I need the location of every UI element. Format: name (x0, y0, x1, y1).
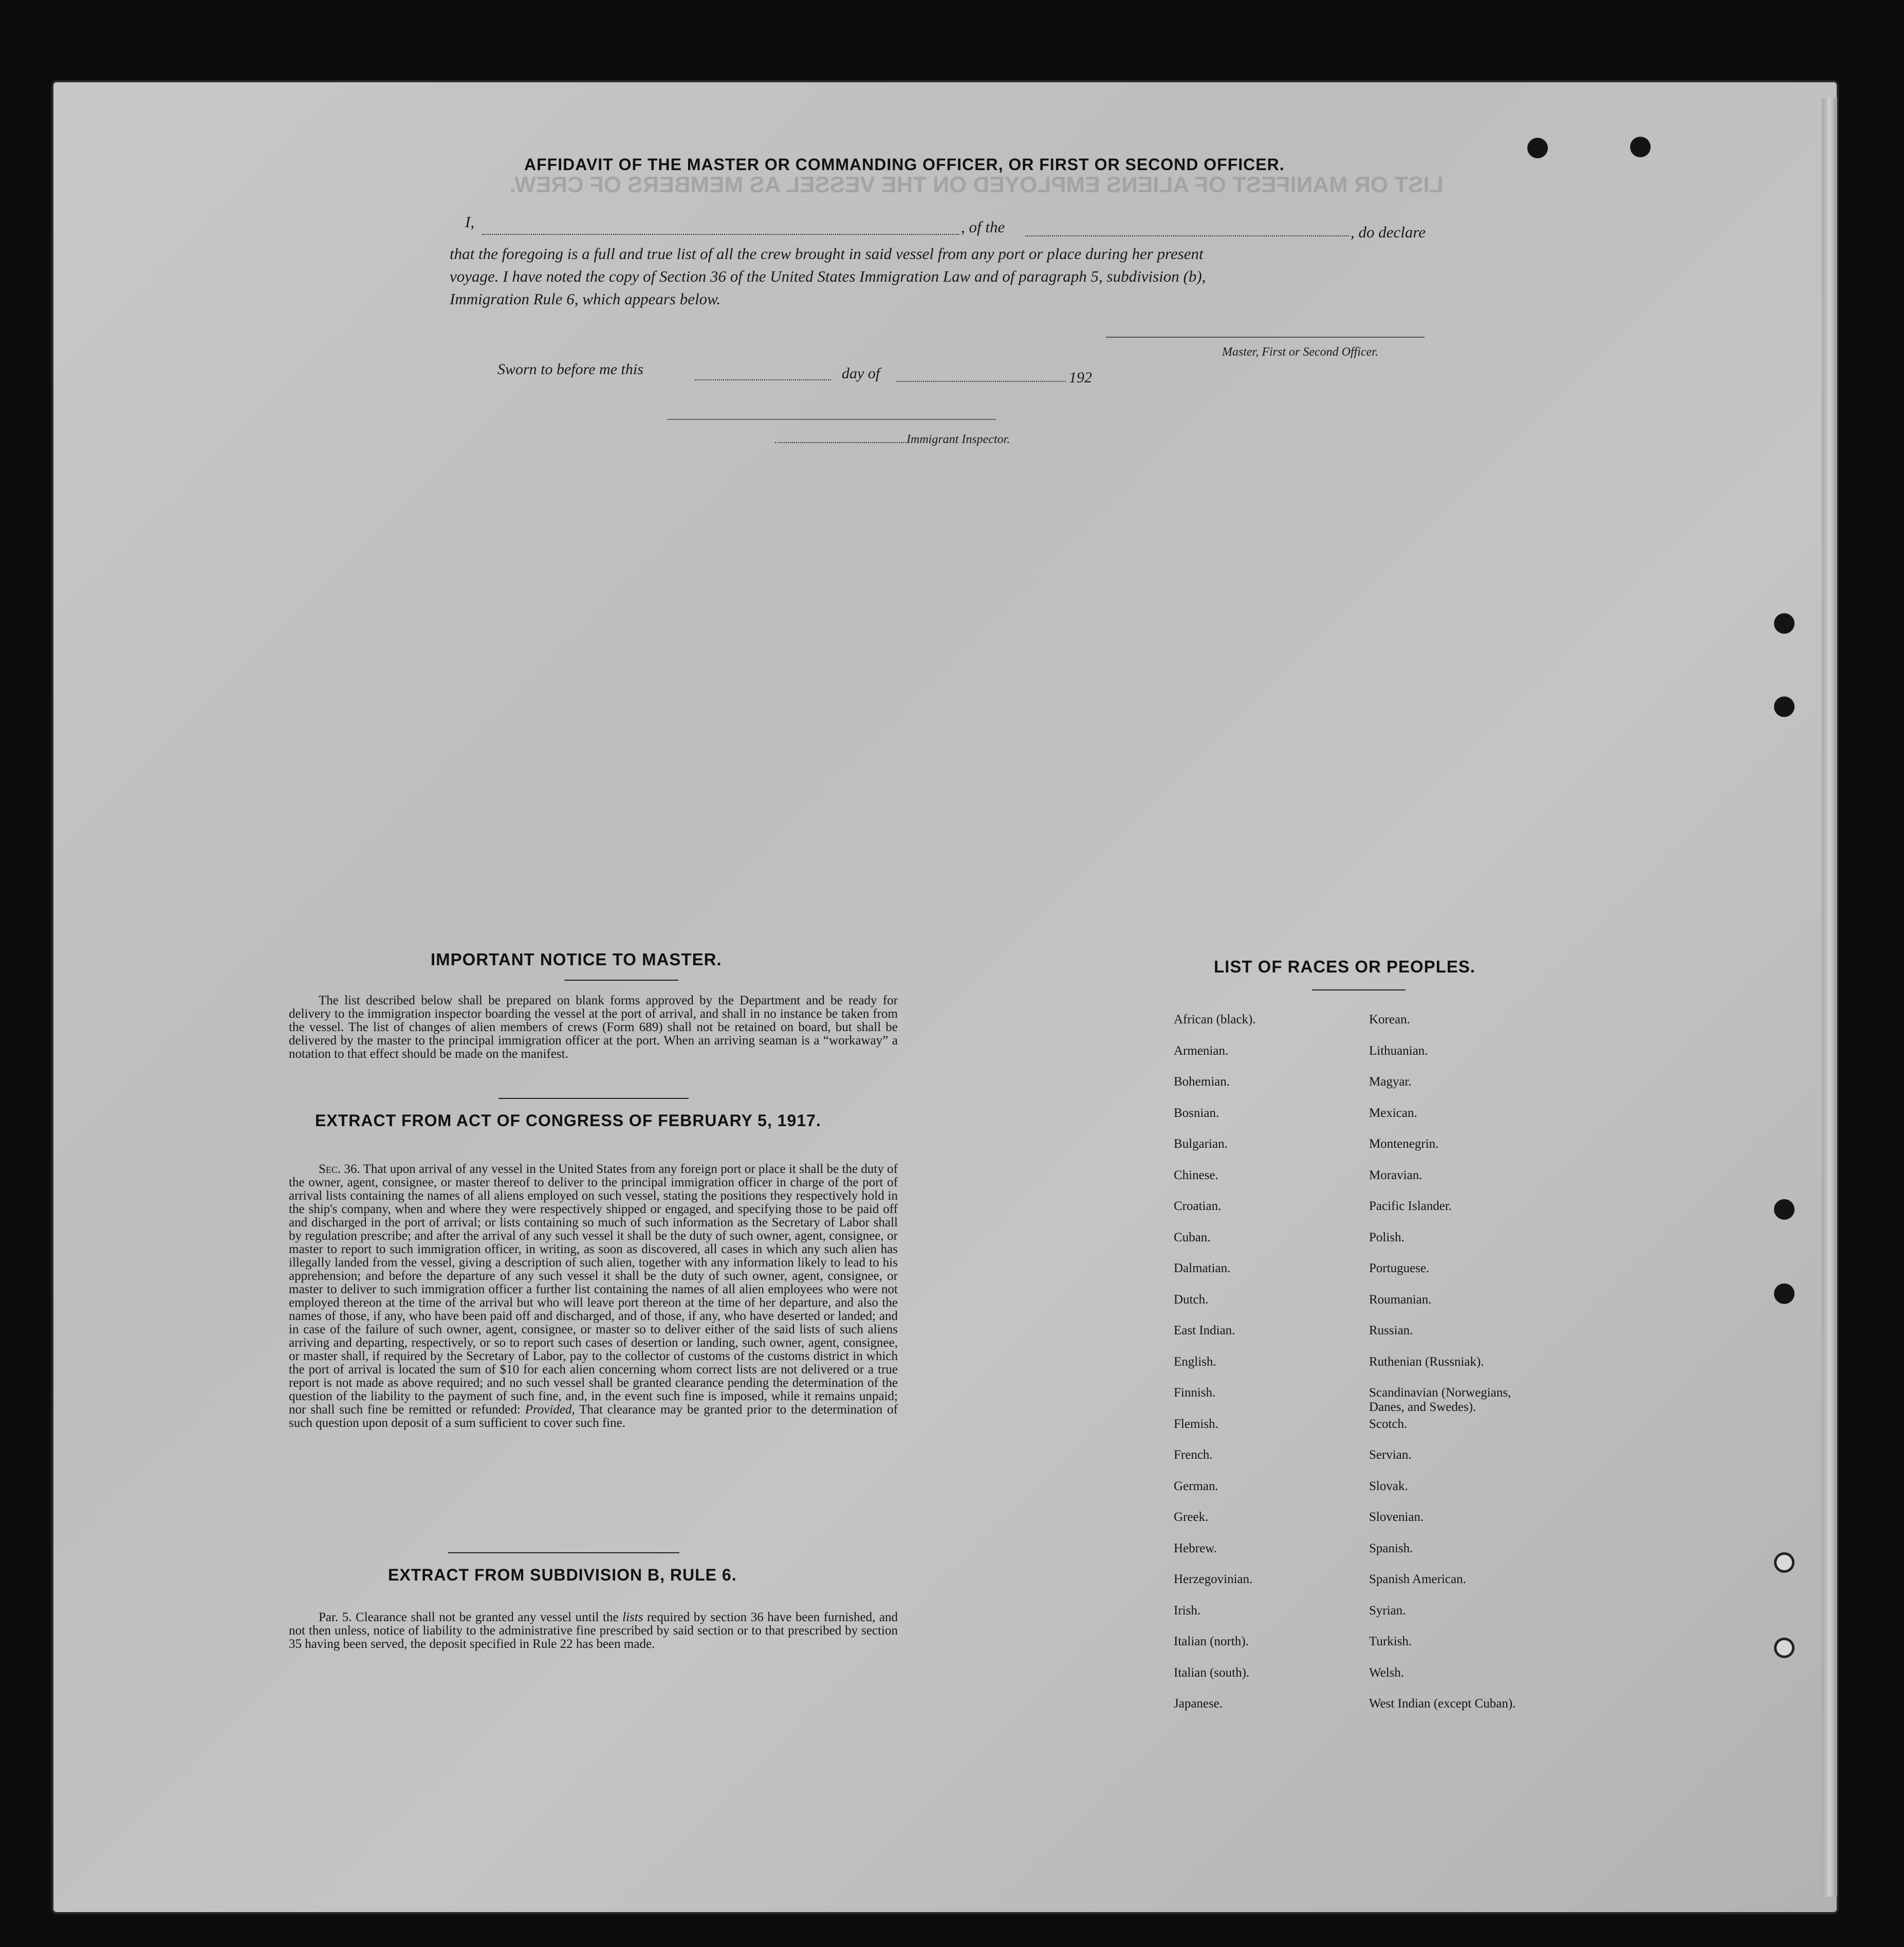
race-item: Cuban. (1174, 1230, 1211, 1244)
sworn-label: Sworn to before me this (497, 361, 643, 378)
sworn-month-blank (896, 381, 1066, 382)
race-item: Moravian. (1369, 1168, 1422, 1182)
race-item: West Indian (except Cuban). (1369, 1697, 1516, 1711)
race-item: Croatian. (1174, 1199, 1222, 1213)
race-item: Bohemian. (1174, 1075, 1230, 1089)
notice-divider (498, 1098, 689, 1099)
race-item: Roumanian. (1369, 1292, 1432, 1307)
notice-text: The list described below shall be prepared on blank forms approved by the Department and be ready for delivery to the immigration inspector boarding the vessel at the port of arrival, and shall in no instance be taken from the vessel. The list of changes of alien members of crews (Form 689) shall not be retained on board, but shall be delivered by the master to the principal immigration officer at the port. When an arriving seaman is a “workaway” a notation to that effect should be made on the manifest. (289, 994, 898, 1061)
race-item: Pacific Islander. (1369, 1199, 1452, 1213)
race-item: Irish. (1174, 1603, 1201, 1618)
inspector-blank (775, 442, 906, 443)
race-item: Polish. (1369, 1230, 1404, 1244)
declaration-line1-start: I, (465, 213, 475, 231)
race-item: French. (1174, 1448, 1213, 1462)
race-item: Russian. (1369, 1324, 1413, 1337)
race-item: Scotch. (1369, 1417, 1408, 1431)
races-title: LIST OF RACES OR PEOPLES. (1214, 957, 1476, 976)
race-item: Portuguese. (1369, 1261, 1430, 1275)
race-item: East Indian. (1174, 1324, 1235, 1337)
race-item: Servian. (1369, 1448, 1412, 1462)
race-item: Slovenian. (1369, 1510, 1424, 1524)
race-item: Turkish. (1369, 1634, 1412, 1648)
par-5-text-a: Clearance shall not be granted any vessel until the (356, 1610, 619, 1624)
act-extract-divider (448, 1552, 679, 1553)
race-item: Syrian. (1369, 1603, 1406, 1618)
race-item: Magyar. (1369, 1075, 1412, 1089)
race-item: Korean. (1369, 1013, 1410, 1026)
race-item: Italian (south). (1174, 1665, 1250, 1680)
race-item: Chinese. (1174, 1168, 1218, 1182)
par-5-text-b: required by section 36 have been furnished, and not then unless, notice of liability to the administrative fine prescribed by said section or to that prescribed by section 35 having been served, the deposit specified in Rule 22 has been made. (289, 1610, 898, 1651)
signature-label: Master, First or Second Officer. (1222, 345, 1378, 359)
race-item: Ruthenian (Russniak). (1369, 1354, 1484, 1369)
race-item: Italian (north). (1174, 1634, 1249, 1648)
race-item: Scandinavian (Norwegians, Danes, and Swedes). (1369, 1386, 1511, 1414)
name-blank (482, 234, 959, 235)
page-edge (1822, 98, 1837, 1897)
act-extract-title: EXTRACT FROM ACT OF CONGRESS OF FEBRUARY 5, 1917. (315, 1111, 821, 1130)
inspector-signature-line (667, 419, 996, 420)
punch-hole-icon (1630, 137, 1651, 157)
race-item: Japanese. (1174, 1697, 1223, 1711)
race-item: Slovak. (1369, 1479, 1408, 1493)
race-item: Flemish. (1174, 1417, 1218, 1431)
race-item: German. (1174, 1479, 1218, 1493)
rule-extract-text (289, 1611, 898, 1651)
act-extract-text (289, 1163, 898, 1430)
notice-title: IMPORTANT NOTICE TO MASTER. (431, 950, 722, 969)
punch-hole-icon (1774, 613, 1795, 634)
race-item: Bosnian. (1174, 1106, 1219, 1120)
punch-hole-icon (1774, 1199, 1795, 1220)
declaration-line1-end: , do declare (1351, 223, 1426, 241)
race-item: Welsh. (1369, 1665, 1404, 1680)
provided-text: That clearance may be granted prior to the determination of such question upon deposit of a sum sufficient to cover such fine. (289, 1403, 898, 1430)
race-item: African (black). (1174, 1013, 1256, 1026)
sworn-day-blank (695, 379, 831, 380)
affidavit-title: AFFIDAVIT OF THE MASTER OR COMMANDING OFFICER, OR FIRST OR SECOND OFFICER. (524, 155, 1285, 174)
race-item: Spanish American. (1369, 1572, 1466, 1586)
punch-hole-ring-icon (1774, 1552, 1795, 1573)
punch-hole-icon (1774, 1283, 1795, 1304)
race-item: Spanish. (1369, 1541, 1413, 1555)
race-item: Lithuanian. (1369, 1043, 1428, 1058)
signature-line (1106, 337, 1425, 338)
provided-label: Provided, (525, 1403, 575, 1417)
par-label: Par. 5. (319, 1610, 352, 1624)
race-item: English. (1174, 1354, 1216, 1369)
race-item: Finnish. (1174, 1386, 1216, 1400)
race-item: Greek. (1174, 1510, 1209, 1524)
vessel-blank (1025, 235, 1349, 236)
race-item: Herzegovinian. (1174, 1572, 1253, 1586)
race-item: Bulgarian. (1174, 1137, 1228, 1151)
punch-hole-icon (1527, 138, 1548, 158)
punch-hole-ring-icon (1774, 1638, 1795, 1658)
sworn-day-label: day of (842, 365, 880, 382)
race-item: Dutch. (1174, 1292, 1209, 1307)
declaration-line1-mid: , of the (961, 218, 1005, 236)
punch-hole-icon (1774, 696, 1795, 717)
race-item: Hebrew. (1174, 1541, 1217, 1555)
bleed-through-title: LIST OR MANIFEST OF ALIENS EMPLOYED ON THE VESSEL AS MEMBERS OF CREW. (509, 172, 1444, 197)
declaration-line2: that the foregoing is a full and true list of all the crew brought in said vessel from any port or place during her present (450, 245, 1204, 263)
lists-word: lists (622, 1610, 643, 1624)
sec-36-text: That upon arrival of any vessel in the United States from any foreign port or place it shall be the duty of the owner, agent, consignee, or master thereof to deliver to the principal immigration officer in charge of the port of arrival lists containing the names of all aliens employed on such vessel, stating the positions they respectively hold in the ship's company, when and where they were respectively shipped or engaged, and specifying those to be paid off and discharged in the port of arrival; or lists containing so much of such information as the Secretary of Labor shall by regulation prescribe; and after the arrival of any such vessel it shall be the duty of such owner, agent, consignee, or master to report to such immigration officer, in writing, as soon as discovered, all cases in which any such alien has illegally landed from the vessel, giving a description of such alien, together with any information likely to lead to his apprehension; and before the departure of any such vessel it shall be the duty of such owner, agent, consignee, or master to deliver to such immigration officer a further list containing the names of all alien employees who were not employed thereon at the time of the arrival but who will leave port thereon at the time of her departure, and also the names of those, if any, who have been paid off and discharged, and of those, if any, who have deserted or landed; and in case of the failure of such owner, agent, consignee, or master so to deliver either of the said lists of such aliens arriving and departing, respectively, or so to report such cases of desertion or landing, such owner, agent, consignee, or master shall, if required by the Secretary of Labor, pay to the collector of customs of the customs district in which the port of arrival is located the sum of $10 for each alien concerning whom correct lists are not delivered or a true report is not made as above required; and no such vessel shall be granted clearance pending the determination of the question of the liability to the payment of such fine, and, in the event such fine is imposed, while it remains unpaid; nor shall such fine be remitted or refunded: (289, 1162, 898, 1417)
rule-extract-title: EXTRACT FROM SUBDIVISION B, RULE 6. (388, 1566, 737, 1584)
race-item: Dalmatian. (1174, 1261, 1231, 1275)
race-item: Mexican. (1369, 1106, 1417, 1120)
notice-title-rule (564, 980, 678, 981)
inspector-label: Immigrant Inspector. (907, 433, 1010, 446)
sec-label: Sec. 36. (319, 1162, 360, 1176)
sworn-year-label: 192 (1069, 369, 1092, 386)
declaration-line4: Immigration Rule 6, which appears below. (450, 290, 721, 308)
declaration-line3: voyage. I have noted the copy of Section 36 of the United States Immigration Law and of paragraph 5, subdivision (b), (450, 267, 1206, 285)
races-title-rule (1312, 989, 1406, 990)
race-item: Montenegrin. (1369, 1137, 1439, 1151)
race-item: Armenian. (1174, 1043, 1229, 1058)
